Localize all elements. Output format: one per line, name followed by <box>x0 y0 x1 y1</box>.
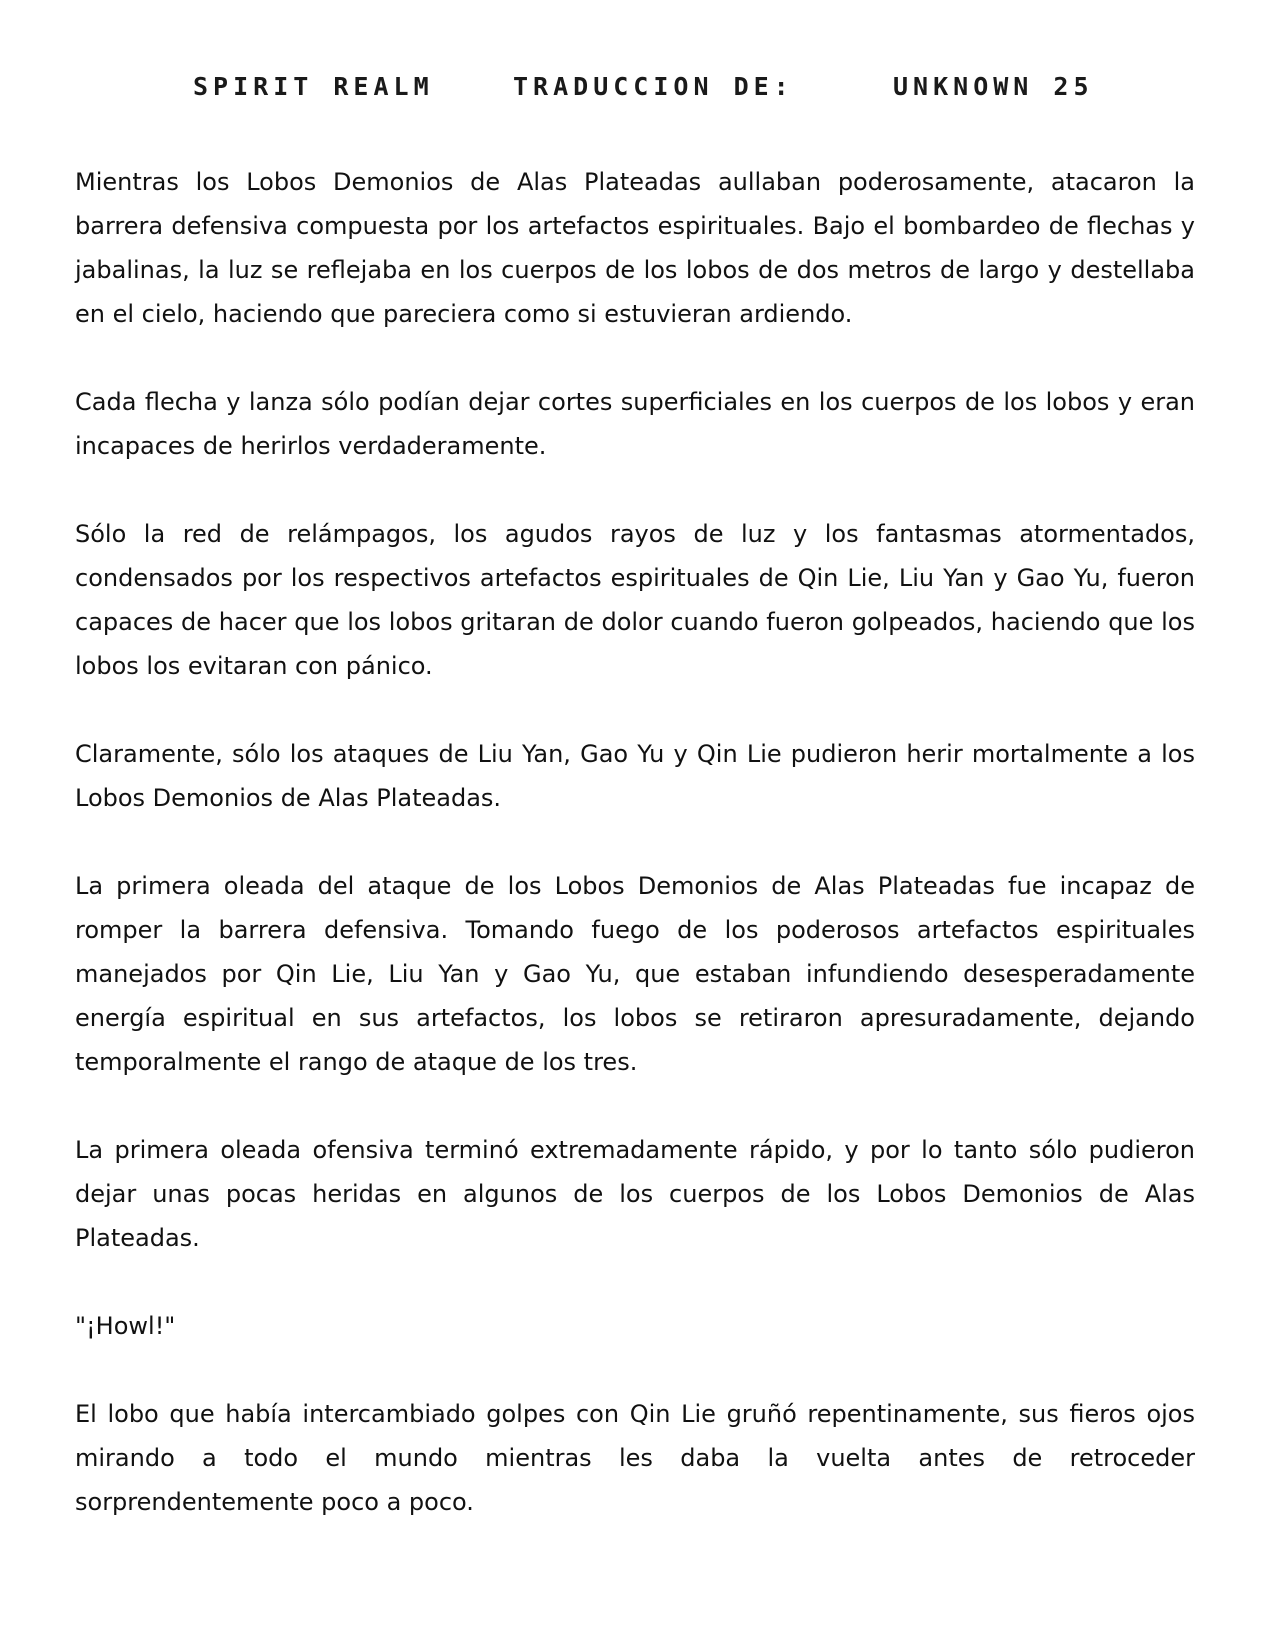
paragraph: El lobo que había intercambiado golpes con Qin Lie gruñó repentinamente, sus fieros ojos mirando a todo el mundo mientras les daba la vuelta antes de retroceder sorprendentemente poco a poco. <box>75 1400 1195 1516</box>
document-body <box>75 160 1195 1568</box>
paragraph: Sólo la red de relámpagos, los agudos rayos de luz y los fantasmas atormentados, condensados por los respectivos artefactos espirituales de Qin Lie, Liu Yan y Gao Yu, fueron capaces de hacer que los lobos gritaran de dolor cuando fueron golpeados, haciendo que los lobos los evitaran con pánico. <box>75 520 1195 680</box>
paragraph: Cada flecha y lanza sólo podían dejar cortes superficiales en los cuerpos de los lobos y eran incapaces de herirlos verdaderamente. <box>75 388 1195 460</box>
paragraph: "¡Howl!" <box>75 1312 176 1340</box>
paragraph: Claramente, sólo los ataques de Liu Yan, Gao Yu y Qin Lie pudieron herir mortalmente a los Lobos Demonios de Alas Plateadas. <box>75 740 1195 812</box>
translator-name: UNKNOWN 25 <box>893 72 1094 101</box>
series-title: SPIRIT REALM <box>193 72 434 101</box>
translation-label: TRADUCCION DE: <box>513 72 794 101</box>
paragraph: Mientras los Lobos Demonios de Alas Plateadas aullaban poderosamente, atacaron la barrera defensiva compuesta por los artefactos espirituales. Bajo el bombardeo de flechas y jabalinas, la luz se reflejaba en los cuerpos de los lobos de dos metros de largo y destellaba en el cielo, haciendo que pareciera como si estuvieran ardiendo. <box>75 168 1195 328</box>
paragraph: La primera oleada ofensiva terminó extremadamente rápido, y por lo tanto sólo pudieron dejar unas pocas heridas en algunos de los cuerpos de los Lobos Demonios de Alas Plateadas. <box>75 1136 1195 1252</box>
page-header <box>0 72 1275 112</box>
paragraph: La primera oleada del ataque de los Lobos Demonios de Alas Plateadas fue incapaz de romper la barrera defensiva. Tomando fuego de los poderosos artefactos espirituales manejados por Qin Lie, Liu Yan y Gao Yu, que estaban infundiendo desesperadamente energía espiritual en sus artefactos, los lobos se retiraron apresuradamente, dejando temporalmente el rango de ataque de los tres. <box>75 872 1195 1076</box>
